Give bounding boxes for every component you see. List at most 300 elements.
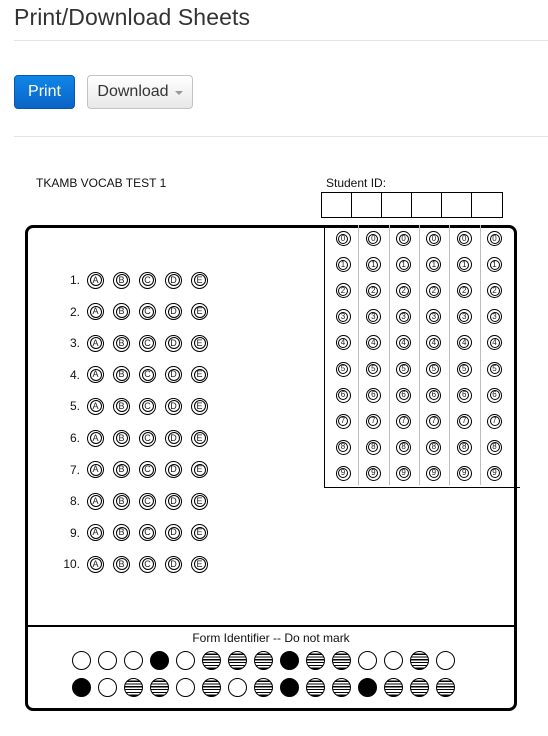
column-separator bbox=[358, 225, 359, 485]
digit-bubble bbox=[396, 231, 411, 246]
student-id-box bbox=[322, 193, 352, 217]
form-identifier-dot bbox=[254, 651, 273, 670]
digit-label: 8 bbox=[338, 442, 348, 452]
answer-letter: E bbox=[194, 337, 206, 349]
form-identifier-dot bbox=[280, 651, 299, 670]
form-identifier-dot bbox=[176, 678, 195, 697]
student-id-column bbox=[419, 231, 449, 481]
digit-label: 6 bbox=[459, 390, 469, 400]
digit-bubble bbox=[426, 309, 441, 324]
column-separator bbox=[419, 225, 420, 485]
student-id-label: Student ID: bbox=[326, 176, 387, 190]
download-dropdown-button[interactable] bbox=[87, 75, 193, 109]
answer-letter: E bbox=[194, 527, 206, 539]
answer-bubble bbox=[191, 366, 208, 383]
digit-label: 8 bbox=[490, 442, 500, 452]
digit-bubble bbox=[336, 231, 351, 246]
digit-bubble bbox=[487, 257, 502, 272]
answer-bubble bbox=[113, 335, 130, 352]
answer-bubble bbox=[87, 303, 104, 320]
form-identifier-dot bbox=[358, 651, 377, 670]
column-separator bbox=[449, 225, 450, 485]
form-identifier-dot bbox=[176, 651, 195, 670]
digit-label: 2 bbox=[338, 286, 348, 296]
digit-bubble bbox=[487, 388, 502, 403]
digit-bubble bbox=[457, 309, 472, 324]
answer-bubble bbox=[191, 272, 208, 289]
answer-bubble bbox=[191, 556, 208, 573]
form-identifier-dot bbox=[124, 651, 143, 670]
digit-label: 1 bbox=[490, 260, 500, 270]
digit-bubble bbox=[366, 231, 381, 246]
digit-label: 5 bbox=[399, 364, 409, 374]
answer-bubble bbox=[87, 335, 104, 352]
digit-label: 0 bbox=[429, 234, 439, 244]
answer-bubble bbox=[139, 272, 156, 289]
answer-bubble bbox=[165, 366, 182, 383]
form-identifier-dot bbox=[436, 678, 455, 697]
question-number: 2. bbox=[69, 304, 80, 319]
student-id-column bbox=[358, 231, 388, 481]
answer-letter: C bbox=[142, 495, 154, 507]
answer-letter: A bbox=[90, 274, 102, 286]
digit-label: 6 bbox=[490, 390, 500, 400]
digit-bubble bbox=[396, 440, 411, 455]
digit-label: 0 bbox=[338, 234, 348, 244]
answer-letter: B bbox=[116, 337, 128, 349]
answer-bubble bbox=[191, 430, 208, 447]
answer-letter: C bbox=[142, 337, 154, 349]
digit-label: 2 bbox=[368, 286, 378, 296]
digit-label: 2 bbox=[429, 286, 439, 296]
digit-label: 7 bbox=[338, 416, 348, 426]
digit-bubble bbox=[487, 362, 502, 377]
answer-bubble bbox=[113, 461, 130, 478]
student-id-bubble-grid bbox=[324, 225, 520, 488]
digit-label: 9 bbox=[338, 468, 348, 478]
digit-label: 8 bbox=[459, 442, 469, 452]
digit-bubble bbox=[396, 388, 411, 403]
student-id-box bbox=[412, 193, 442, 217]
answer-letter: A bbox=[90, 558, 102, 570]
digit-bubble bbox=[457, 335, 472, 350]
digit-label: 7 bbox=[459, 416, 469, 426]
answer-letter: E bbox=[194, 274, 206, 286]
answer-bubble bbox=[139, 430, 156, 447]
answer-letter: A bbox=[90, 306, 102, 318]
answer-letter: E bbox=[194, 400, 206, 412]
digit-bubble bbox=[336, 283, 351, 298]
digit-bubble bbox=[336, 388, 351, 403]
question-row bbox=[56, 365, 217, 385]
digit-label: 3 bbox=[368, 312, 378, 322]
digit-label: 8 bbox=[399, 442, 409, 452]
form-identifier-dot bbox=[98, 651, 117, 670]
answer-letter: D bbox=[168, 400, 180, 412]
digit-bubble bbox=[336, 362, 351, 377]
question-row bbox=[56, 460, 217, 480]
digit-bubble bbox=[487, 466, 502, 481]
digit-label: 0 bbox=[368, 234, 378, 244]
answer-bubble bbox=[165, 524, 182, 541]
digit-bubble bbox=[396, 257, 411, 272]
answer-letter: B bbox=[116, 558, 128, 570]
digit-label: 1 bbox=[459, 260, 469, 270]
digit-label: 4 bbox=[338, 338, 348, 348]
answer-bubble bbox=[165, 461, 182, 478]
answer-bubble bbox=[139, 366, 156, 383]
answer-bubble bbox=[87, 430, 104, 447]
form-identifier-dot bbox=[150, 678, 169, 697]
answer-bubble bbox=[139, 524, 156, 541]
digit-label: 4 bbox=[368, 338, 378, 348]
digit-label: 7 bbox=[399, 416, 409, 426]
question-row bbox=[56, 491, 217, 511]
digit-bubble bbox=[457, 257, 472, 272]
answer-bubble bbox=[113, 556, 130, 573]
caret-down-icon bbox=[175, 91, 183, 95]
answer-bubble bbox=[113, 430, 130, 447]
answer-letter: B bbox=[116, 369, 128, 381]
digit-bubble bbox=[426, 388, 441, 403]
answer-letter: D bbox=[168, 337, 180, 349]
form-identifier-dot bbox=[254, 678, 273, 697]
student-id-box bbox=[442, 193, 472, 217]
answer-letter: D bbox=[168, 306, 180, 318]
digit-bubble bbox=[426, 466, 441, 481]
form-identifier-dot bbox=[98, 678, 117, 697]
answer-letter: D bbox=[168, 369, 180, 381]
digit-label: 6 bbox=[399, 390, 409, 400]
digit-bubble bbox=[366, 335, 381, 350]
digit-label: 1 bbox=[338, 260, 348, 270]
digit-label: 2 bbox=[490, 286, 500, 296]
answer-letter: A bbox=[90, 495, 102, 507]
digit-label: 3 bbox=[338, 312, 348, 322]
digit-label: 5 bbox=[338, 364, 348, 374]
digit-label: 4 bbox=[459, 338, 469, 348]
answer-letter: C bbox=[142, 369, 154, 381]
answer-bubble bbox=[165, 303, 182, 320]
form-identifier-dot bbox=[436, 651, 455, 670]
digit-label: 4 bbox=[490, 338, 500, 348]
answer-bubble bbox=[165, 430, 182, 447]
answer-bubble bbox=[191, 461, 208, 478]
form-identifier-dot bbox=[384, 651, 403, 670]
digit-bubble bbox=[457, 388, 472, 403]
question-number: 7. bbox=[69, 462, 80, 477]
column-separator bbox=[389, 225, 390, 485]
answer-bubble bbox=[87, 366, 104, 383]
digit-bubble bbox=[487, 414, 502, 429]
digit-label: 3 bbox=[459, 312, 469, 322]
form-identifier-row bbox=[72, 678, 462, 697]
digit-bubble bbox=[396, 309, 411, 324]
digit-bubble bbox=[426, 231, 441, 246]
answer-bubble bbox=[113, 524, 130, 541]
download-label: Download bbox=[97, 83, 169, 100]
answer-bubble bbox=[87, 398, 104, 415]
digit-bubble bbox=[487, 283, 502, 298]
form-identifier-row bbox=[72, 651, 462, 670]
answer-bubble bbox=[165, 398, 182, 415]
digit-bubble bbox=[457, 414, 472, 429]
digit-bubble bbox=[426, 414, 441, 429]
toolbar-divider bbox=[14, 136, 548, 137]
digit-label: 7 bbox=[490, 416, 500, 426]
answer-bubble bbox=[139, 303, 156, 320]
form-identifier-dot bbox=[228, 678, 247, 697]
form-identifier-dot bbox=[202, 651, 221, 670]
answer-bubble bbox=[87, 272, 104, 289]
digit-bubble bbox=[426, 440, 441, 455]
digit-bubble bbox=[487, 335, 502, 350]
answer-bubble bbox=[139, 335, 156, 352]
answer-letter: D bbox=[168, 274, 180, 286]
answer-letter: D bbox=[168, 464, 180, 476]
question-number: 4. bbox=[69, 367, 80, 382]
form-identifier-dot bbox=[150, 651, 169, 670]
answer-letter: B bbox=[116, 274, 128, 286]
digit-label: 9 bbox=[459, 468, 469, 478]
digit-bubble bbox=[487, 231, 502, 246]
digit-bubble bbox=[396, 362, 411, 377]
digit-label: 2 bbox=[459, 286, 469, 296]
answer-letter: A bbox=[90, 369, 102, 381]
digit-bubble bbox=[366, 257, 381, 272]
answer-bubble bbox=[113, 366, 130, 383]
answer-bubble bbox=[139, 461, 156, 478]
digit-bubble bbox=[336, 466, 351, 481]
digit-bubble bbox=[336, 414, 351, 429]
answer-letter: D bbox=[168, 495, 180, 507]
question-number: 9. bbox=[69, 525, 80, 540]
question-row bbox=[56, 333, 217, 353]
form-identifier-dot bbox=[124, 678, 143, 697]
answer-letter: A bbox=[90, 527, 102, 539]
digit-label: 1 bbox=[429, 260, 439, 270]
digit-bubble bbox=[426, 335, 441, 350]
digit-label: 6 bbox=[368, 390, 378, 400]
question-row bbox=[56, 554, 217, 574]
digit-bubble bbox=[366, 362, 381, 377]
question-number: 5. bbox=[69, 399, 80, 414]
form-identifier-dot bbox=[306, 651, 325, 670]
digit-bubble bbox=[426, 283, 441, 298]
digit-bubble bbox=[366, 414, 381, 429]
form-identifier-dot bbox=[410, 678, 429, 697]
header-divider bbox=[14, 40, 548, 41]
form-identifier-dot bbox=[202, 678, 221, 697]
form-identifier-label: Form Identifier -- Do not mark bbox=[192, 631, 350, 645]
answer-letter: B bbox=[116, 432, 128, 444]
digit-bubble bbox=[396, 335, 411, 350]
answer-bubble bbox=[191, 335, 208, 352]
answer-letter: D bbox=[168, 558, 180, 570]
answer-letter: E bbox=[194, 495, 206, 507]
digit-label: 3 bbox=[399, 312, 409, 322]
print-button[interactable]: Print bbox=[14, 75, 75, 109]
answer-bubble bbox=[113, 272, 130, 289]
digit-label: 7 bbox=[429, 416, 439, 426]
answer-letter: E bbox=[194, 432, 206, 444]
answer-letter: C bbox=[142, 306, 154, 318]
student-id-write-in-boxes bbox=[321, 192, 503, 218]
student-id-box bbox=[382, 193, 412, 217]
answer-letter: C bbox=[142, 400, 154, 412]
answer-letter: A bbox=[90, 400, 102, 412]
answer-letter: E bbox=[194, 369, 206, 381]
answer-letter: E bbox=[194, 558, 206, 570]
answer-bubble bbox=[191, 493, 208, 510]
form-identifier-dot bbox=[306, 678, 325, 697]
answer-letter: B bbox=[116, 527, 128, 539]
question-number: 1. bbox=[69, 273, 80, 287]
answer-letter: C bbox=[142, 464, 154, 476]
question-number: 3. bbox=[69, 336, 80, 351]
answer-letter: D bbox=[168, 432, 180, 444]
form-identifier-dot bbox=[358, 678, 377, 697]
question-number: 6. bbox=[69, 431, 80, 445]
digit-bubble bbox=[396, 466, 411, 481]
digit-bubble bbox=[366, 440, 381, 455]
form-identifier-dot bbox=[72, 651, 91, 670]
column-separator bbox=[480, 225, 481, 485]
digit-label: 2 bbox=[399, 286, 409, 296]
answer-letter: D bbox=[168, 527, 180, 539]
digit-bubble bbox=[336, 257, 351, 272]
digit-bubble bbox=[366, 309, 381, 324]
digit-label: 4 bbox=[429, 338, 439, 348]
answer-bubble bbox=[87, 493, 104, 510]
digit-label: 3 bbox=[429, 312, 439, 322]
digit-bubble bbox=[366, 388, 381, 403]
form-identifier-dot bbox=[332, 651, 351, 670]
form-identifier-dot bbox=[228, 651, 247, 670]
question-row bbox=[56, 270, 217, 290]
form-identifier-dot bbox=[280, 678, 299, 697]
answer-bubble bbox=[191, 303, 208, 320]
answer-sheet-frame bbox=[25, 225, 517, 711]
answer-letter: E bbox=[194, 306, 206, 318]
digit-label: 9 bbox=[368, 468, 378, 478]
digit-label: 0 bbox=[459, 234, 469, 244]
digit-bubble bbox=[396, 414, 411, 429]
question-row bbox=[56, 523, 217, 543]
answer-bubble bbox=[113, 303, 130, 320]
student-id-column bbox=[449, 231, 479, 481]
digit-label: 5 bbox=[368, 364, 378, 374]
digit-label: 9 bbox=[429, 468, 439, 478]
answer-bubble bbox=[139, 493, 156, 510]
digit-label: 9 bbox=[490, 468, 500, 478]
answer-letter: A bbox=[90, 337, 102, 349]
digit-label: 6 bbox=[338, 390, 348, 400]
answer-letter: C bbox=[142, 558, 154, 570]
answer-bubble bbox=[87, 556, 104, 573]
form-identifier-dot bbox=[72, 678, 91, 697]
digit-bubble bbox=[366, 283, 381, 298]
answer-bubble bbox=[165, 335, 182, 352]
answer-letter: C bbox=[142, 432, 154, 444]
digit-label: 0 bbox=[399, 234, 409, 244]
digit-label: 5 bbox=[459, 364, 469, 374]
question-row bbox=[56, 302, 217, 322]
form-identifier-dot bbox=[384, 678, 403, 697]
question-number: 10. bbox=[63, 557, 80, 572]
answer-bubble bbox=[87, 461, 104, 478]
digit-bubble bbox=[457, 231, 472, 246]
question-row bbox=[56, 428, 217, 448]
answer-letter: B bbox=[116, 495, 128, 507]
digit-label: 1 bbox=[399, 260, 409, 270]
student-id-column bbox=[389, 231, 419, 481]
answer-bubble bbox=[165, 556, 182, 573]
answer-bubble bbox=[113, 398, 130, 415]
digit-bubble bbox=[487, 440, 502, 455]
digit-bubble bbox=[426, 362, 441, 377]
student-id-column bbox=[480, 231, 510, 481]
digit-label: 0 bbox=[490, 234, 500, 244]
student-id-column bbox=[328, 231, 358, 481]
form-identifier-dot bbox=[332, 678, 351, 697]
answer-bubble bbox=[191, 524, 208, 541]
question-row bbox=[56, 396, 217, 416]
answer-letter: B bbox=[116, 464, 128, 476]
answer-letter: E bbox=[194, 464, 206, 476]
answer-bubble bbox=[139, 398, 156, 415]
digit-label: 1 bbox=[368, 260, 378, 270]
digit-bubble bbox=[457, 283, 472, 298]
student-id-box bbox=[472, 193, 502, 217]
digit-label: 5 bbox=[429, 364, 439, 374]
digit-label: 7 bbox=[368, 416, 378, 426]
digit-bubble bbox=[396, 283, 411, 298]
digit-label: 6 bbox=[429, 390, 439, 400]
digit-label: 8 bbox=[368, 442, 378, 452]
digit-label: 4 bbox=[399, 338, 409, 348]
answer-bubble bbox=[139, 556, 156, 573]
answer-bubble bbox=[87, 524, 104, 541]
answer-bubble bbox=[113, 493, 130, 510]
digit-bubble bbox=[336, 440, 351, 455]
answer-bubble bbox=[165, 272, 182, 289]
digit-label: 5 bbox=[490, 364, 500, 374]
digit-label: 3 bbox=[490, 312, 500, 322]
answer-letter: A bbox=[90, 432, 102, 444]
answer-letter: B bbox=[116, 306, 128, 318]
question-number: 8. bbox=[69, 494, 80, 509]
answer-letter: A bbox=[90, 464, 102, 476]
digit-bubble bbox=[426, 257, 441, 272]
digit-bubble bbox=[366, 466, 381, 481]
digit-bubble bbox=[336, 309, 351, 324]
digit-bubble bbox=[457, 362, 472, 377]
page-title: Print/Download Sheets bbox=[14, 4, 251, 30]
digit-label: 9 bbox=[399, 468, 409, 478]
digit-label: 8 bbox=[429, 442, 439, 452]
digit-bubble bbox=[336, 335, 351, 350]
answer-bubble bbox=[191, 398, 208, 415]
student-id-box bbox=[352, 193, 382, 217]
answer-bubble bbox=[165, 493, 182, 510]
form-identifier-dot bbox=[410, 651, 429, 670]
answer-letter: C bbox=[142, 527, 154, 539]
test-title: TKAMB VOCAB TEST 1 bbox=[36, 176, 167, 190]
digit-bubble bbox=[487, 309, 502, 324]
answer-letter: B bbox=[116, 400, 128, 412]
form-identifier-divider bbox=[25, 625, 517, 627]
